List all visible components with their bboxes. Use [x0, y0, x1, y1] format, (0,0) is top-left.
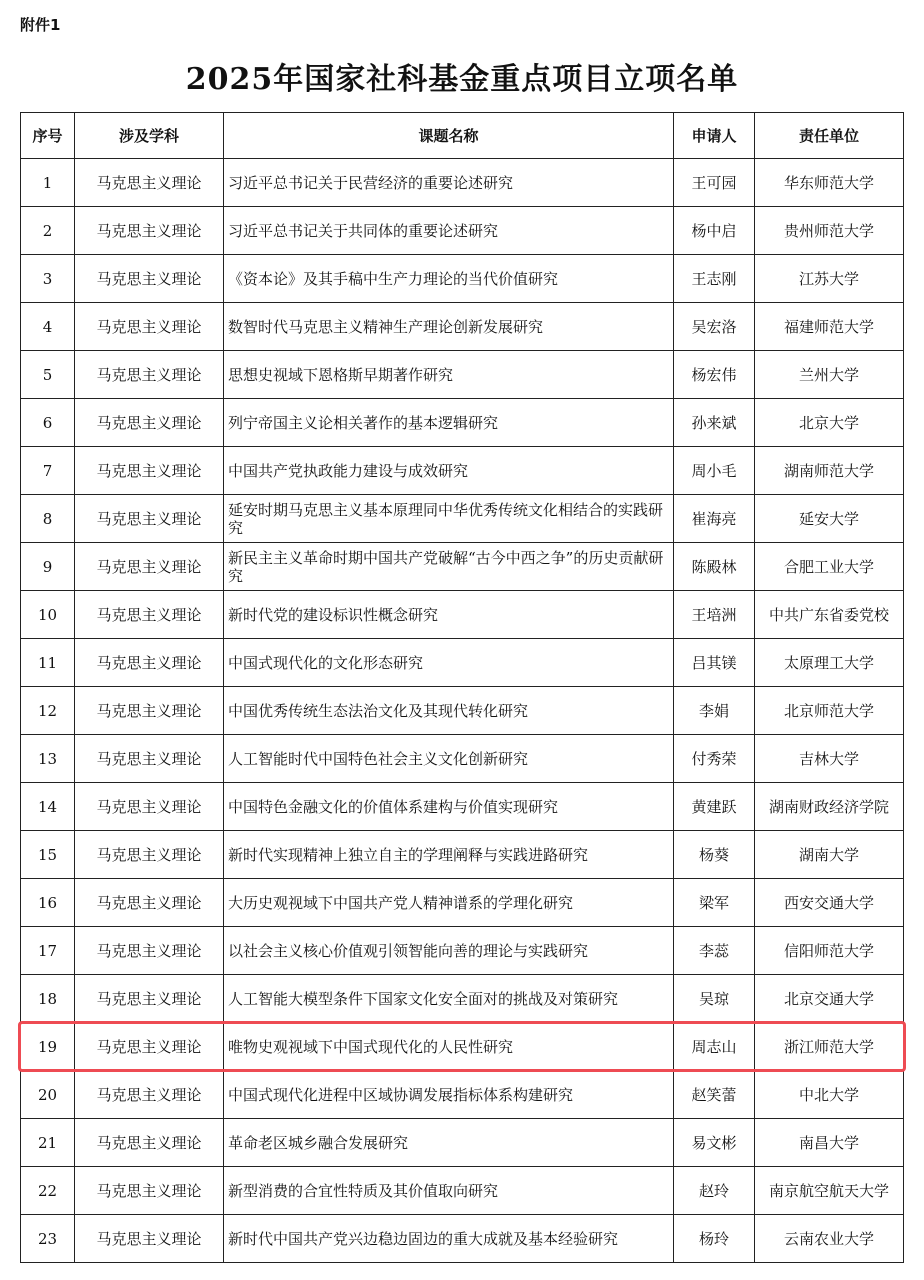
row-unit: 福建师范大学 — [755, 303, 904, 351]
row-unit: 南京航空航天大学 — [755, 1167, 904, 1215]
project-list-table — [20, 112, 904, 1263]
row-no: 19 — [21, 1023, 75, 1071]
table-row — [21, 735, 904, 783]
row-topic: 数智时代马克思主义精神生产理论创新发展研究 — [224, 303, 674, 351]
row-no: 2 — [21, 207, 75, 255]
row-no: 7 — [21, 447, 75, 495]
table-row — [21, 927, 904, 975]
row-topic: 新时代中国共产党兴边稳边固边的重大成就及基本经验研究 — [224, 1215, 674, 1263]
table-header-row — [21, 113, 904, 159]
row-unit: 湖南师范大学 — [755, 447, 904, 495]
row-topic: 以社会主义核心价值观引领智能向善的理论与实践研究 — [224, 927, 674, 975]
table-row — [21, 1215, 904, 1263]
row-no: 1 — [21, 159, 75, 207]
row-discipline: 马克思主义理论 — [75, 1071, 224, 1119]
table-row — [21, 975, 904, 1023]
row-applicant: 梁军 — [674, 879, 755, 927]
row-no: 23 — [21, 1215, 75, 1263]
row-topic: 延安时期马克思主义基本原理同中华优秀传统文化相结合的实践研究 — [224, 495, 674, 543]
row-unit: 南昌大学 — [755, 1119, 904, 1167]
column-header-discipline: 涉及学科 — [75, 113, 224, 159]
row-no: 12 — [21, 687, 75, 735]
row-topic: 大历史观视域下中国共产党人精神谱系的学理化研究 — [224, 879, 674, 927]
table-body — [21, 159, 904, 1263]
row-unit: 北京大学 — [755, 399, 904, 447]
row-no: 10 — [21, 591, 75, 639]
row-discipline: 马克思主义理论 — [75, 303, 224, 351]
column-header-unit: 责任单位 — [755, 113, 904, 159]
row-applicant: 李娟 — [674, 687, 755, 735]
row-unit: 兰州大学 — [755, 351, 904, 399]
table-row — [21, 399, 904, 447]
row-topic: 《资本论》及其手稿中生产力理论的当代价值研究 — [224, 255, 674, 303]
row-discipline: 马克思主义理论 — [75, 687, 224, 735]
row-no: 4 — [21, 303, 75, 351]
row-unit: 西安交通大学 — [755, 879, 904, 927]
row-unit: 中共广东省委党校 — [755, 591, 904, 639]
row-no: 20 — [21, 1071, 75, 1119]
row-topic: 中国共产党执政能力建设与成效研究 — [224, 447, 674, 495]
row-no: 14 — [21, 783, 75, 831]
row-discipline: 马克思主义理论 — [75, 1119, 224, 1167]
row-applicant: 周志山 — [674, 1023, 755, 1071]
row-discipline: 马克思主义理论 — [75, 879, 224, 927]
row-applicant: 王培洲 — [674, 591, 755, 639]
row-topic: 习近平总书记关于共同体的重要论述研究 — [224, 207, 674, 255]
row-no: 17 — [21, 927, 75, 975]
row-discipline: 马克思主义理论 — [75, 831, 224, 879]
row-discipline: 马克思主义理论 — [75, 399, 224, 447]
row-topic: 思想史视域下恩格斯早期著作研究 — [224, 351, 674, 399]
table-row — [21, 879, 904, 927]
row-discipline: 马克思主义理论 — [75, 255, 224, 303]
row-applicant: 付秀荣 — [674, 735, 755, 783]
row-unit: 合肥工业大学 — [755, 543, 904, 591]
table-row — [21, 447, 904, 495]
column-header-no: 序号 — [21, 113, 75, 159]
table-row — [21, 591, 904, 639]
row-applicant: 易文彬 — [674, 1119, 755, 1167]
row-discipline: 马克思主义理论 — [75, 639, 224, 687]
row-topic: 新时代实现精神上独立自主的学理阐释与实践进路研究 — [224, 831, 674, 879]
row-topic: 革命老区城乡融合发展研究 — [224, 1119, 674, 1167]
row-topic: 人工智能大模型条件下国家文化安全面对的挑战及对策研究 — [224, 975, 674, 1023]
row-unit: 湖南财政经济学院 — [755, 783, 904, 831]
document-title: 2025年国家社科基金重点项目立项名单 — [185, 62, 739, 97]
row-unit: 贵州师范大学 — [755, 207, 904, 255]
row-discipline: 马克思主义理论 — [75, 447, 224, 495]
row-no: 8 — [21, 495, 75, 543]
row-topic: 中国优秀传统生态法治文化及其现代转化研究 — [224, 687, 674, 735]
table-row — [21, 543, 904, 591]
row-topic: 中国式现代化的文化形态研究 — [224, 639, 674, 687]
row-applicant: 杨中启 — [674, 207, 755, 255]
table-row — [21, 255, 904, 303]
row-applicant: 崔海亮 — [674, 495, 755, 543]
table-row — [21, 351, 904, 399]
table-row — [21, 303, 904, 351]
row-unit: 华东师范大学 — [755, 159, 904, 207]
row-unit: 浙江师范大学 — [755, 1023, 904, 1071]
row-discipline: 马克思主义理论 — [75, 1215, 224, 1263]
row-topic: 人工智能时代中国特色社会主义文化创新研究 — [224, 735, 674, 783]
table-row — [21, 495, 904, 543]
row-discipline: 马克思主义理论 — [75, 1023, 224, 1071]
table-row — [21, 639, 904, 687]
row-applicant: 王可园 — [674, 159, 755, 207]
row-no: 16 — [21, 879, 75, 927]
row-topic: 中国特色金融文化的价值体系建构与价值实现研究 — [224, 783, 674, 831]
table-row — [21, 831, 904, 879]
table-row — [21, 207, 904, 255]
row-no: 22 — [21, 1167, 75, 1215]
row-unit: 北京师范大学 — [755, 687, 904, 735]
row-no: 18 — [21, 975, 75, 1023]
row-applicant: 吕其镁 — [674, 639, 755, 687]
row-unit: 信阳师范大学 — [755, 927, 904, 975]
row-topic: 新时代党的建设标识性概念研究 — [224, 591, 674, 639]
row-discipline: 马克思主义理论 — [75, 351, 224, 399]
row-applicant: 周小毛 — [674, 447, 755, 495]
row-unit: 湖南大学 — [755, 831, 904, 879]
row-discipline: 马克思主义理论 — [75, 591, 224, 639]
table-row — [21, 1167, 904, 1215]
row-topic: 新型消费的合宜性特质及其价值取向研究 — [224, 1167, 674, 1215]
row-no: 3 — [21, 255, 75, 303]
row-unit: 延安大学 — [755, 495, 904, 543]
row-applicant: 孙来斌 — [674, 399, 755, 447]
row-discipline: 马克思主义理论 — [75, 735, 224, 783]
row-applicant: 吴宏洛 — [674, 303, 755, 351]
table-row — [21, 159, 904, 207]
column-header-topic: 课题名称 — [224, 113, 674, 159]
row-unit: 北京交通大学 — [755, 975, 904, 1023]
attachment-label: 附件1 — [20, 16, 61, 34]
row-discipline: 马克思主义理论 — [75, 783, 224, 831]
row-topic: 新民主主义革命时期中国共产党破解“古今中西之争”的历史贡献研究 — [224, 543, 674, 591]
row-no: 5 — [21, 351, 75, 399]
row-no: 6 — [21, 399, 75, 447]
row-unit: 吉林大学 — [755, 735, 904, 783]
table-row — [21, 1119, 904, 1167]
row-discipline: 马克思主义理论 — [75, 159, 224, 207]
row-applicant: 黄建跃 — [674, 783, 755, 831]
row-no: 11 — [21, 639, 75, 687]
table-row — [21, 783, 904, 831]
row-applicant: 王志刚 — [674, 255, 755, 303]
row-topic: 列宁帝国主义论相关著作的基本逻辑研究 — [224, 399, 674, 447]
row-discipline: 马克思主义理论 — [75, 543, 224, 591]
table-row — [21, 1071, 904, 1119]
row-applicant: 陈殿林 — [674, 543, 755, 591]
row-applicant: 李蕊 — [674, 927, 755, 975]
row-applicant: 赵玲 — [674, 1167, 755, 1215]
row-applicant: 杨宏伟 — [674, 351, 755, 399]
table-row — [21, 687, 904, 735]
row-discipline: 马克思主义理论 — [75, 207, 224, 255]
row-topic: 习近平总书记关于民营经济的重要论述研究 — [224, 159, 674, 207]
row-discipline: 马克思主义理论 — [75, 927, 224, 975]
row-no: 21 — [21, 1119, 75, 1167]
row-applicant: 吴琼 — [674, 975, 755, 1023]
row-no: 9 — [21, 543, 75, 591]
row-unit: 云南农业大学 — [755, 1215, 904, 1263]
row-unit: 中北大学 — [755, 1071, 904, 1119]
row-no: 13 — [21, 735, 75, 783]
row-no: 15 — [21, 831, 75, 879]
row-applicant: 杨葵 — [674, 831, 755, 879]
row-applicant: 杨玲 — [674, 1215, 755, 1263]
row-discipline: 马克思主义理论 — [75, 1167, 224, 1215]
row-discipline: 马克思主义理论 — [75, 975, 224, 1023]
row-topic: 中国式现代化进程中区域协调发展指标体系构建研究 — [224, 1071, 674, 1119]
column-header-applicant: 申请人 — [674, 113, 755, 159]
row-unit: 太原理工大学 — [755, 639, 904, 687]
row-topic: 唯物史观视域下中国式现代化的人民性研究 — [224, 1023, 674, 1071]
row-discipline: 马克思主义理论 — [75, 495, 224, 543]
table-row — [21, 1023, 904, 1071]
row-applicant: 赵笑蕾 — [674, 1071, 755, 1119]
row-unit: 江苏大学 — [755, 255, 904, 303]
